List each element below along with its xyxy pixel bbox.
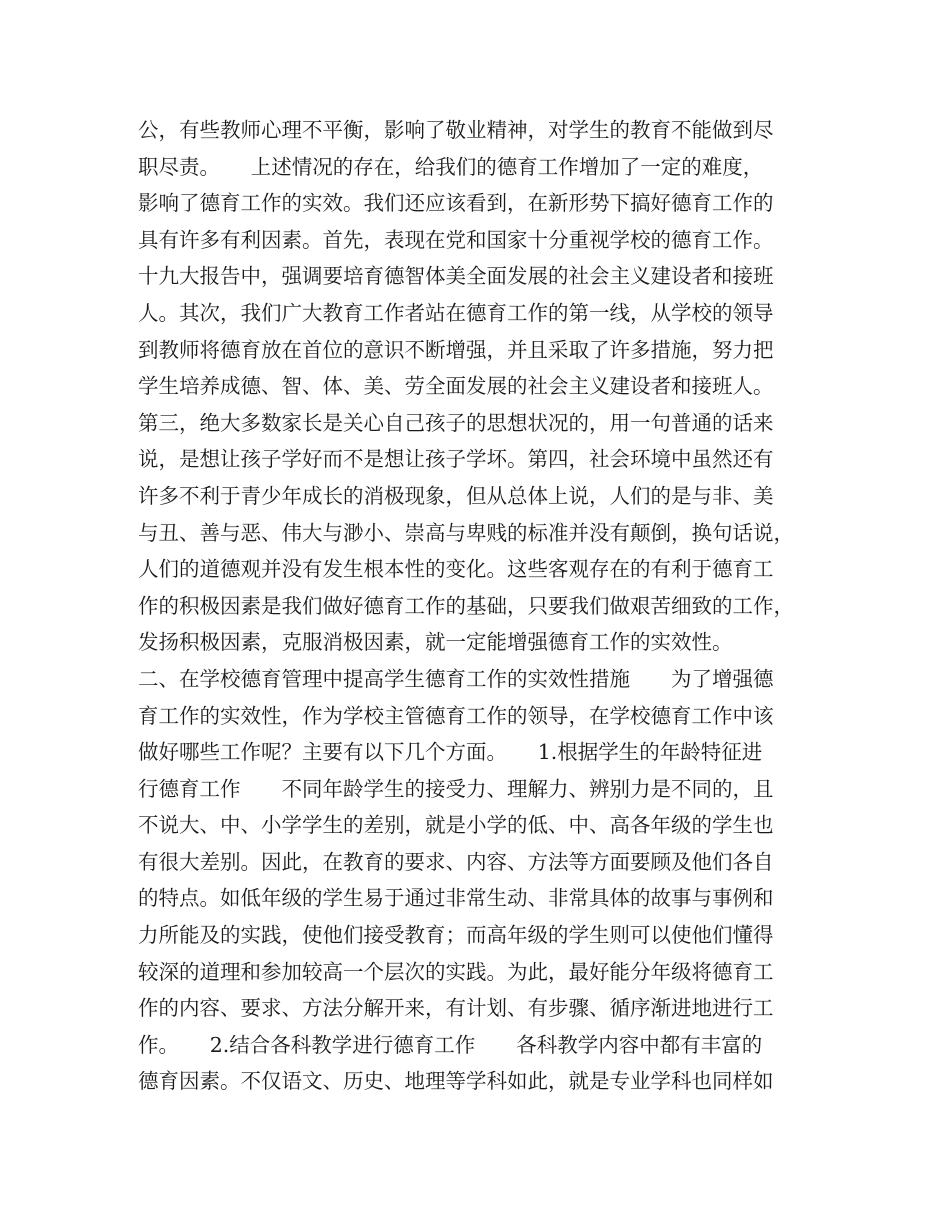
text-line-3: 影响了德育工作的实效。我们还应该看到，在新形势下搞好德育工作的 [138, 191, 774, 216]
text-line-9: 第三，绝大多数家长是关心自己孩子的思想状况的，用一句普通的话来 [138, 410, 774, 435]
text-line-10: 说，是想让孩子学好而不是想让孩子学坏。第四，社会环境中虽然还有 [138, 447, 774, 472]
text-line-27: 德育因素。不仅语文、历史、地理等学科如此，就是专业学科也同样如 [138, 1069, 774, 1094]
text-line-4: 具有许多有利因素。首先，表现在党和国家十分重视学校的德育工作。 [138, 227, 774, 252]
body-text [138, 112, 818, 1100]
text-line-19: 行德育工作 不同年龄学生的接受力、理解力、辨别力是不同的，且 [138, 776, 774, 801]
text-line-13: 人们的道德观并没有发生根本性的变化。这些客观存在的有利于德育工 [138, 557, 774, 582]
text-line-16: 二、在学校德育管理中提高学生德育工作的实效性措施 为了增强德 [138, 666, 774, 691]
text-line-18: 做好哪些工作呢？主要有以下几个方面。 1.根据学生的年龄特征进 [138, 740, 763, 765]
text-line-1: 公，有些教师心理不平衡，影响了敬业精神，对学生的教育不能做到尽 [138, 118, 774, 142]
text-line-8: 学生培养成德、智、体、美、劳全面发展的社会主义建设者和接班人。 [138, 374, 774, 399]
text-line-20: 不说大、中、小学学生的差别，就是小学的低、中、高各年级的学生也 [138, 813, 774, 838]
text-line-26: 作。 2.结合各科教学进行德育工作 各科教学内容中都有丰富的 [138, 1032, 763, 1057]
text-line-22: 的特点。如低年级的学生易于通过非常生动、非常具体的故事与事例和 [138, 886, 774, 911]
text-line-23: 力所能及的实践，使他们接受教育；而高年级的学生则可以使他们懂得 [138, 923, 774, 948]
text-line-7: 到教师将德育放在首位的意识不断增强，并且采取了许多措施，努力把 [138, 337, 774, 362]
text-line-12: 与丑、善与恶、伟大与渺小、崇高与卑贱的标准并没有颠倒，换句话说， [138, 520, 794, 545]
text-line-2: 职尽责。 上述情况的存在，给我们的德育工作增加了一定的难度， [138, 154, 764, 179]
text-line-15: 发扬积极因素，克服消极因素，就一定能增强德育工作的实效性。 [138, 630, 733, 655]
text-line-6: 人。其次，我们广大教育工作者站在德育工作的第一线，从学校的领导 [138, 300, 774, 325]
text-line-24: 较深的道理和参加较高一个层次的实践。为此，最好能分年级将德育工 [138, 959, 774, 984]
text-line-25: 作的内容、要求、方法分解开来，有计划、有步骤、循序渐进地进行工 [138, 996, 774, 1021]
text-line-17: 育工作的实效性，作为学校主管德育工作的领导，在学校德育工作中该 [138, 703, 774, 728]
text-line-5: 十九大报告中，强调要培育德智体美全面发展的社会主义建设者和接班 [138, 264, 774, 289]
text-line-11: 许多不利于青少年成长的消极现象，但从总体上说，人们的是与非、美 [138, 483, 774, 508]
text-line-14: 作的积极因素是我们做好德育工作的基础，只要我们做艰苦细致的工作， [138, 593, 794, 618]
text-line-21: 有很大差别。因此，在教育的要求、内容、方法等方面要顾及他们各自 [138, 849, 774, 874]
